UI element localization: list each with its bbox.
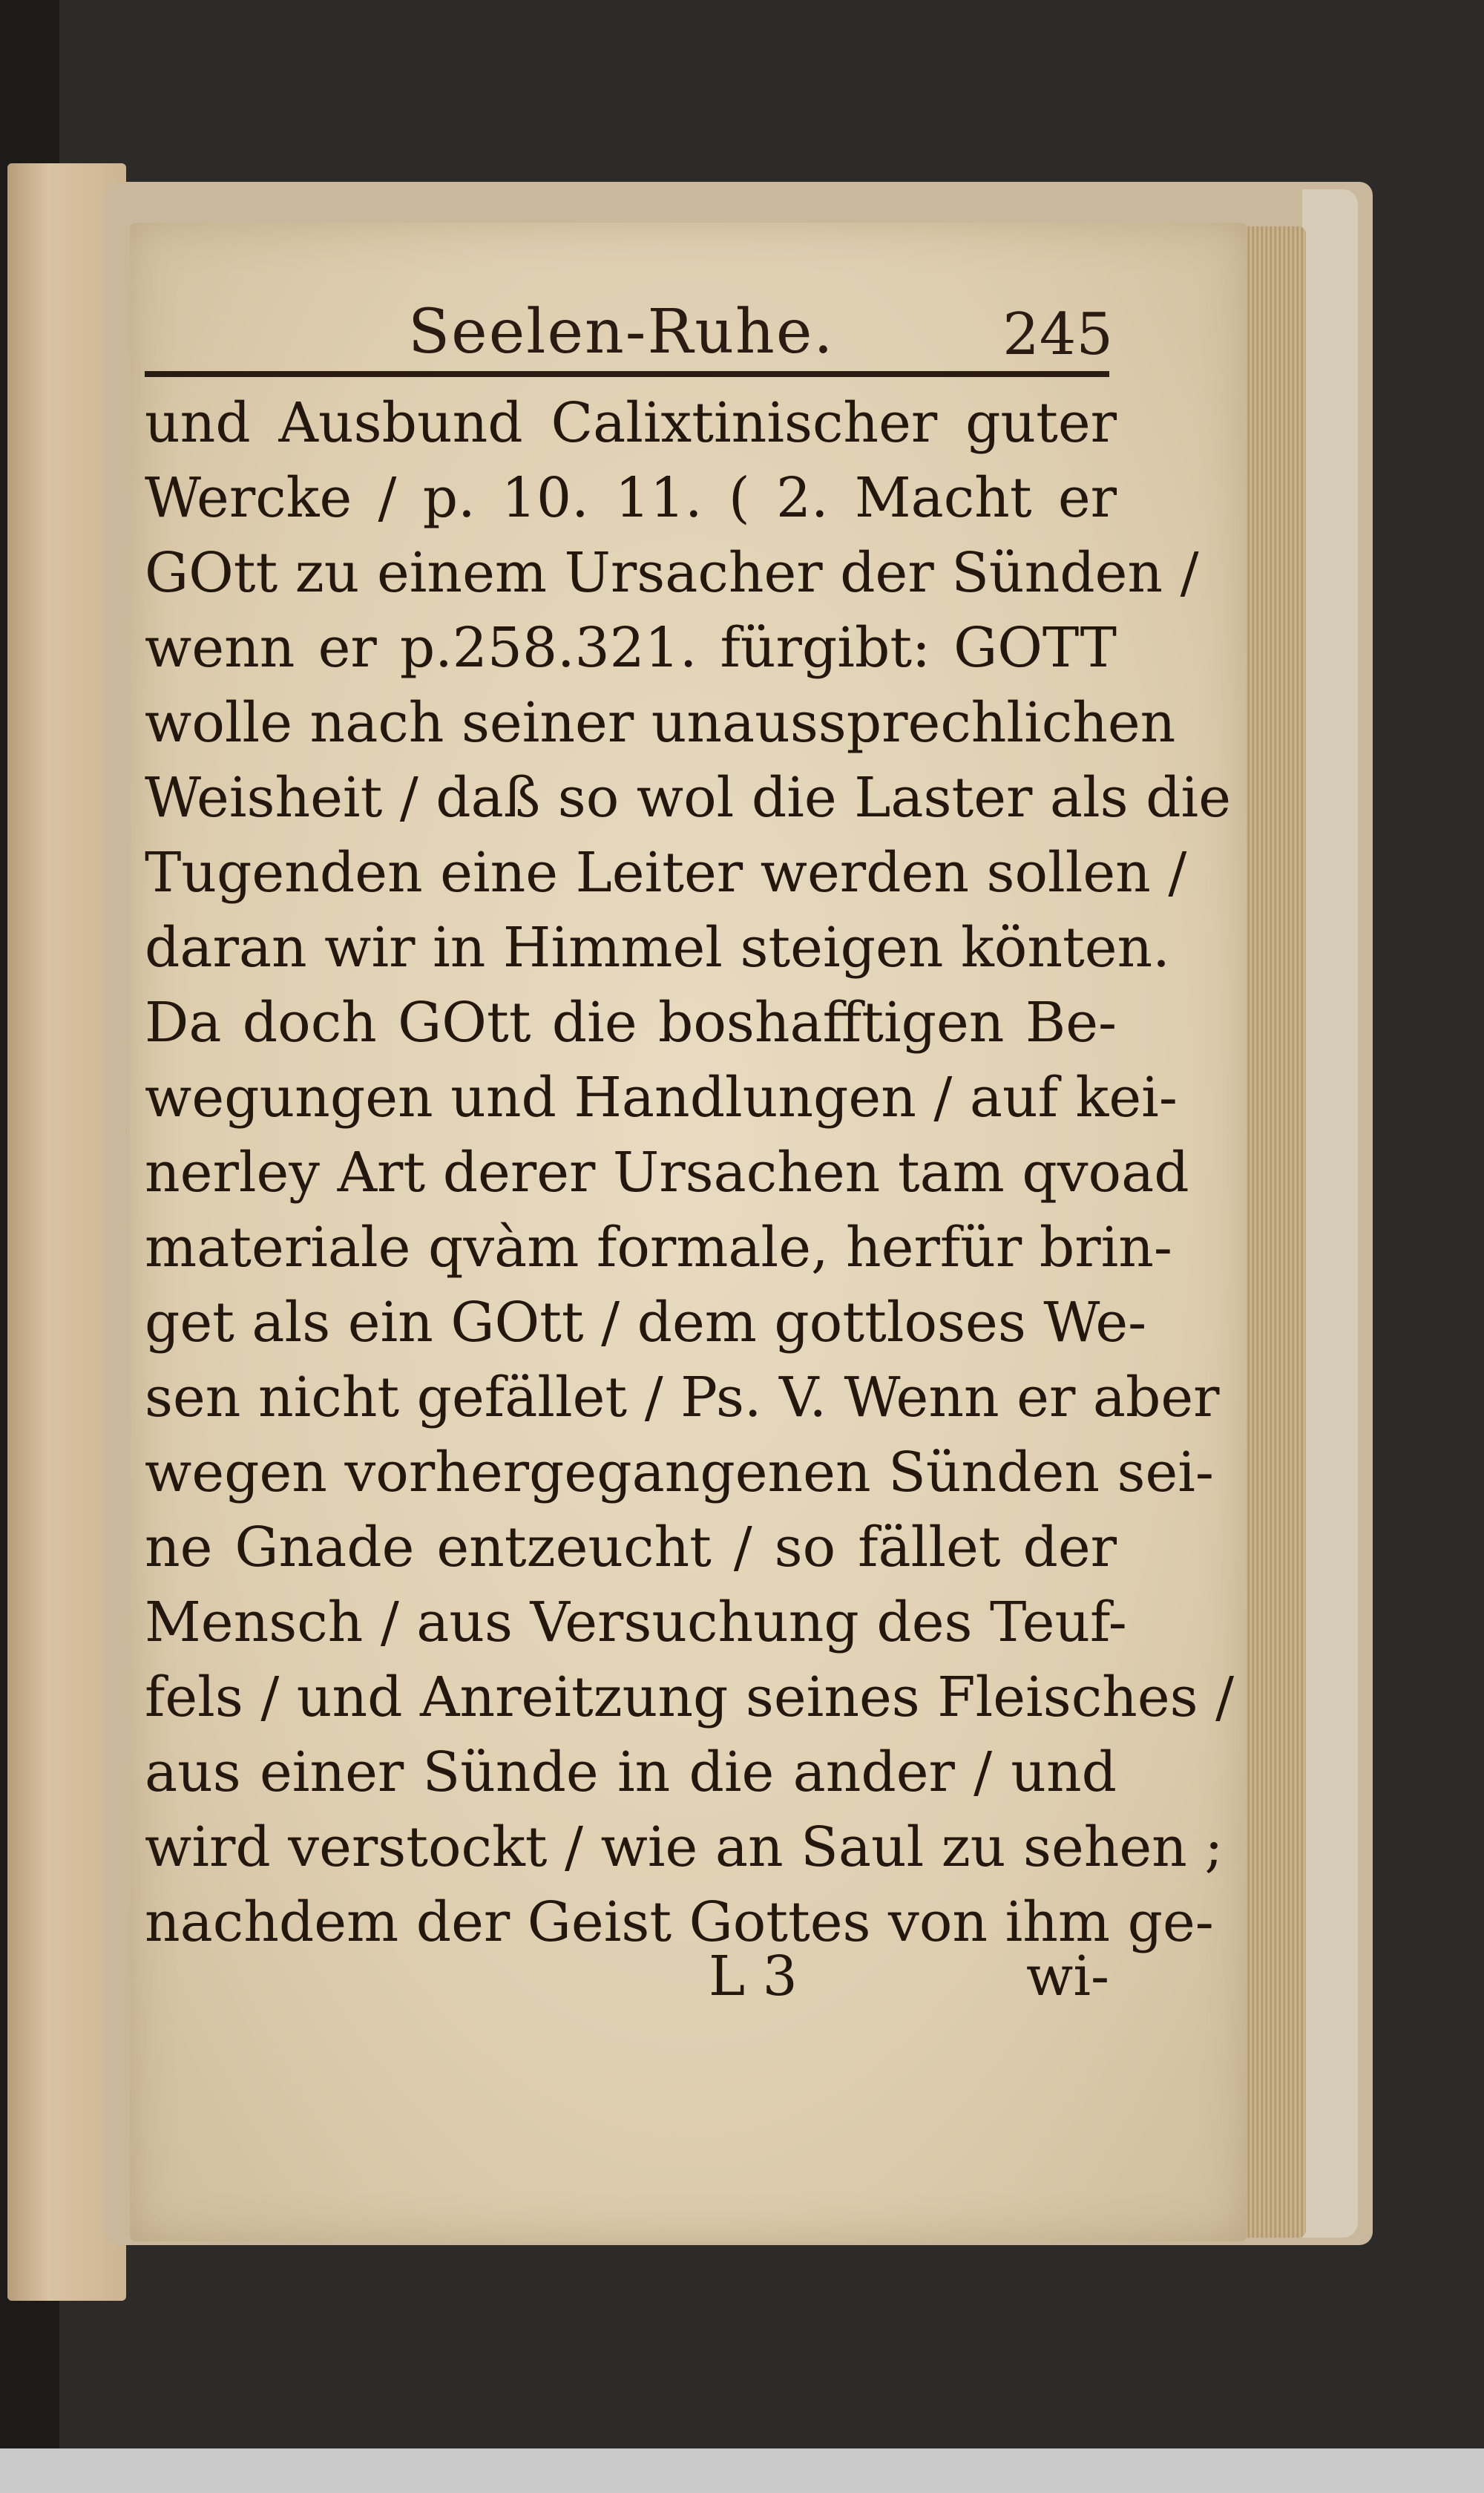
- text-line: wolle nach seiner unaussprechlichen: [145, 691, 1176, 755]
- text-line: Mensch / aus Versuchung des Teuf-: [145, 1591, 1127, 1654]
- text-line: und Ausbund Calixtinischer guter: [145, 391, 1117, 455]
- catchword: wi-: [1025, 1945, 1109, 2008]
- signature-mark: L 3: [709, 1945, 798, 2008]
- text-line: wird verstockt / wie an Saul zu sehen ;: [145, 1815, 1224, 1879]
- text-line: Tugenden eine Leiter werden sollen /: [145, 841, 1187, 905]
- text-line: sen nicht gefället / Ps. V. Wenn er aber: [145, 1366, 1220, 1429]
- running-head: Seelen-Ruhe.: [408, 297, 835, 367]
- text-line: wenn er p.258.321. fürgibt: GOTT: [145, 616, 1117, 680]
- page-body-text: [145, 386, 1235, 1960]
- text-line: materiale qvàm formale, herfür brin-: [145, 1216, 1172, 1280]
- text-line: nachdem der Geist Gottes von ihm ge-: [145, 1890, 1214, 1954]
- text-line: Wercke / p. 10. 11. ( 2. Macht er: [145, 466, 1117, 530]
- text-line: get als ein GOtt / dem gottloses We-: [145, 1291, 1147, 1354]
- viewer-bottom-bar: [0, 2448, 1484, 2493]
- text-line: Weisheit / daß so wol die Laster als die: [145, 766, 1231, 830]
- page-number: 245: [1002, 301, 1113, 368]
- page-header: [134, 297, 1113, 379]
- text-line: nerley Art derer Ursachen tam qvoad: [145, 1141, 1189, 1205]
- text-line: ne Gnade entzeucht / so fället der: [145, 1516, 1117, 1579]
- text-line: Da doch GOtt die boshafftigen Be-: [145, 991, 1117, 1055]
- page-footer: [145, 1945, 1109, 2026]
- text-line: fels / und Anreitzung seines Fleisches /: [145, 1665, 1235, 1729]
- book-cover-edge: [1302, 189, 1358, 2238]
- text-line: wegen vorhergegangenen Sünden sei-: [145, 1441, 1214, 1504]
- text-line: GOtt zu einem Ursacher der Sünden /: [145, 541, 1199, 605]
- header-rule: [145, 371, 1109, 377]
- text-line: aus einer Sünde in die ander / und: [145, 1740, 1117, 1804]
- text-line: wegungen und Handlungen / auf kei-: [145, 1066, 1178, 1130]
- text-line: daran wir in Himmel steigen könten.: [145, 916, 1170, 980]
